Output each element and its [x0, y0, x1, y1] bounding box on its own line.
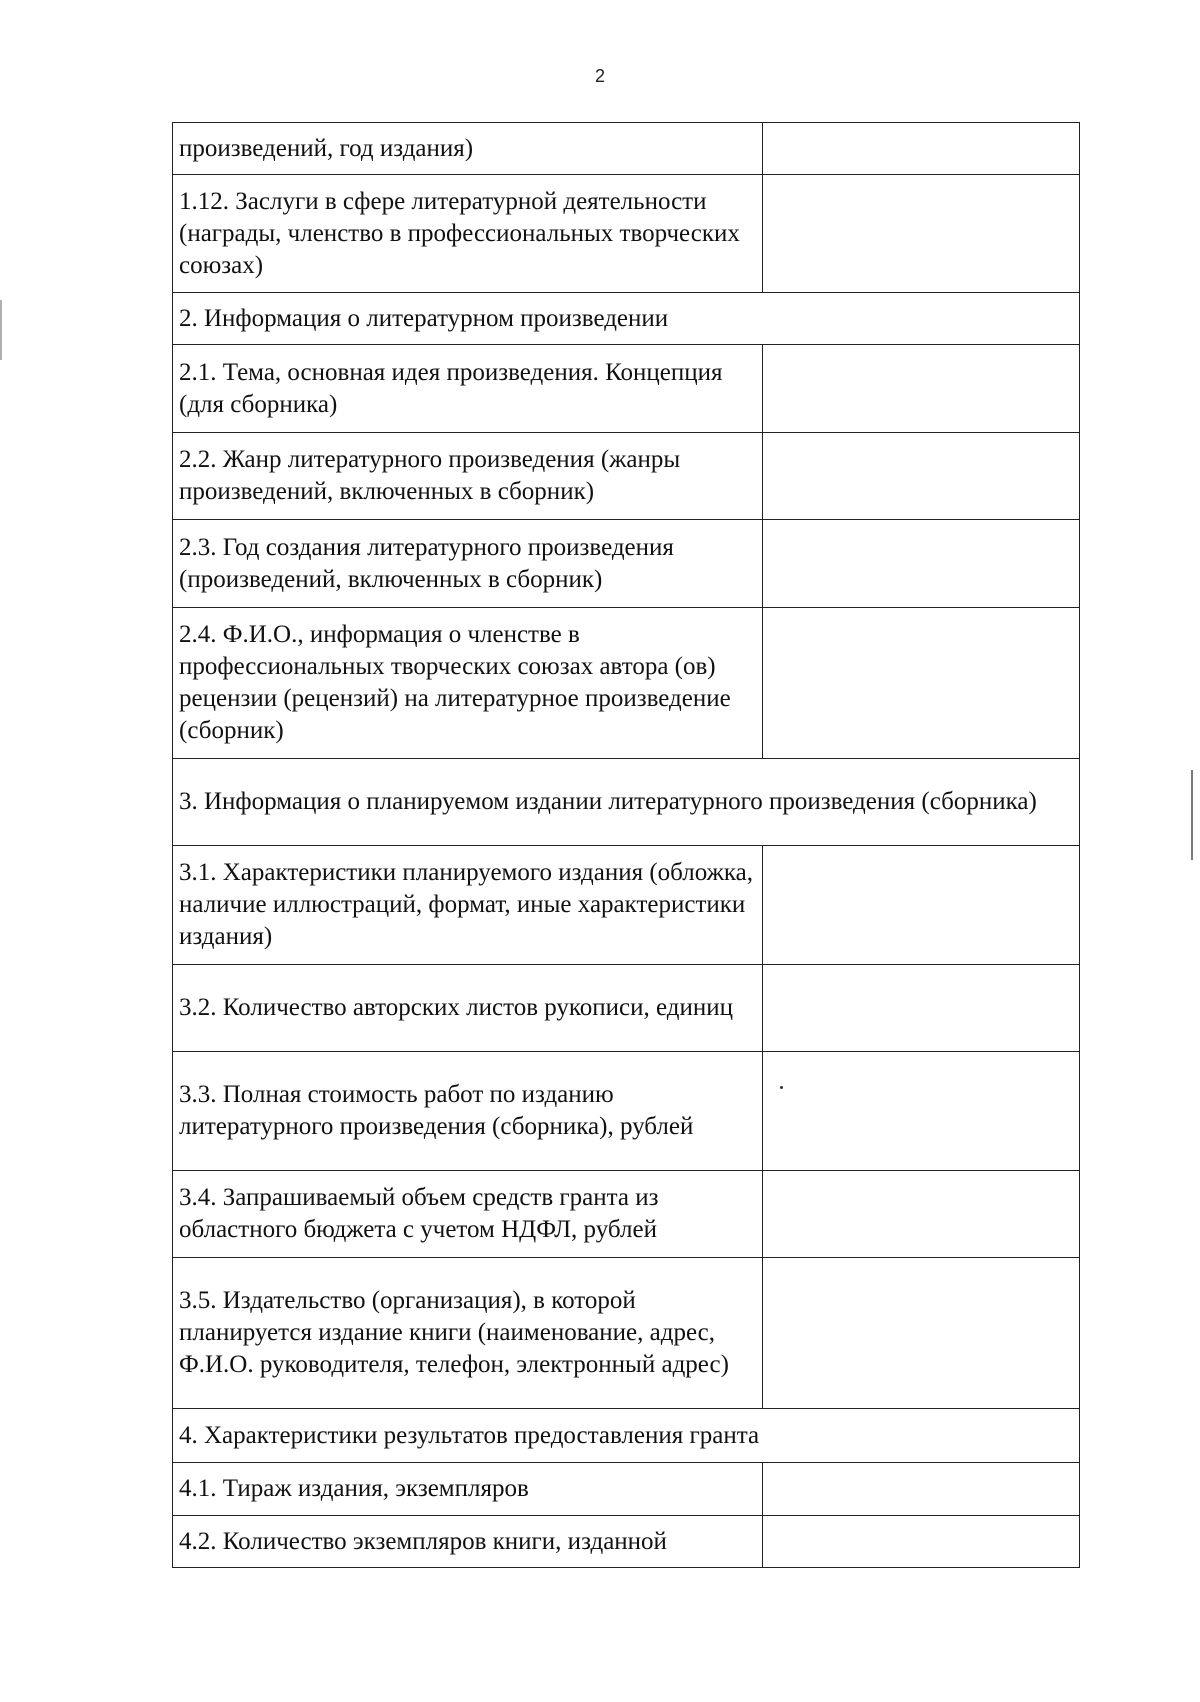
row-value-cell[interactable]: [763, 1258, 1080, 1409]
section-header-row: [173, 293, 1080, 345]
row-label: произведений, год издания): [173, 123, 763, 175]
row-label: 4.2. Количество экземпляров книги, изданной: [173, 1516, 763, 1568]
section-heading: 3. Информация о планируемом издании литературного произведения (сборника): [173, 759, 1080, 846]
table-row: [173, 1258, 1080, 1409]
row-value-cell[interactable]: [763, 1052, 1080, 1171]
row-label: 4.1. Тираж издания, экземпляров: [173, 1463, 763, 1516]
table-row: [173, 123, 1080, 175]
table-row: [173, 520, 1080, 608]
row-value-cell[interactable]: [763, 1463, 1080, 1516]
table-row: [173, 1516, 1080, 1568]
row-value-cell[interactable]: [763, 608, 1080, 759]
scan-speck: [780, 1086, 783, 1089]
table-row: [173, 1171, 1080, 1258]
row-label: 2.2. Жанр литературного произведения (жанры произведений, включенных в сборник): [173, 433, 763, 520]
application-form-table: [172, 122, 1080, 1568]
row-value-cell[interactable]: [763, 965, 1080, 1052]
row-label: 2.1. Тема, основная идея произведения. Концепция (для сборника): [173, 345, 763, 433]
table-row: [173, 1463, 1080, 1516]
table-row: [173, 608, 1080, 759]
row-value-cell[interactable]: [763, 1171, 1080, 1258]
section-heading: 4. Характеристики результатов предоставления гранта: [173, 1409, 1080, 1463]
row-label: 2.4. Ф.И.О., информация о членстве в профессиональных творческих союзах автора (ов) рецензии (рецензий) на литературное произведение (сборник): [173, 608, 763, 759]
row-value-cell[interactable]: [763, 846, 1080, 965]
section-header-row: [173, 1409, 1080, 1463]
row-value-cell[interactable]: [763, 433, 1080, 520]
row-label: 3.4. Запрашиваемый объем средств гранта из областного бюджета с учетом НДФЛ, рублей: [173, 1171, 763, 1258]
row-value-cell[interactable]: [763, 520, 1080, 608]
table-row: [173, 1052, 1080, 1171]
row-value-cell[interactable]: [763, 175, 1080, 293]
table-row: [173, 175, 1080, 293]
scan-edge-mark: [0, 300, 2, 360]
table-row: [173, 965, 1080, 1052]
table-row: [173, 345, 1080, 433]
row-label: 3.3. Полная стоимость работ по изданию литературного произведения (сборника), рублей: [173, 1052, 763, 1171]
table-row: [173, 846, 1080, 965]
row-label: 2.3. Год создания литературного произведения (произведений, включенных в сборник): [173, 520, 763, 608]
row-value-cell[interactable]: [763, 123, 1080, 175]
scan-edge-mark: [1191, 770, 1193, 860]
row-value-cell[interactable]: [763, 1516, 1080, 1568]
table-row: [173, 433, 1080, 520]
row-label: 3.1. Характеристики планируемого издания (обложка, наличие иллюстраций, формат, иные характеристики издания): [173, 846, 763, 965]
page-number: 2: [594, 66, 605, 86]
row-value-cell[interactable]: [763, 345, 1080, 433]
row-label: 3.2. Количество авторских листов рукописи, единиц: [173, 965, 763, 1052]
row-label: 1.12. Заслуги в сфере литературной деятельности (награды, членство в профессиональных творческих союзах): [173, 175, 763, 293]
row-label: 3.5. Издательство (организация), в которой планируется издание книги (наименование, адрес, Ф.И.О. руководителя, телефон, электронный адрес): [173, 1258, 763, 1409]
section-header-row: [173, 759, 1080, 846]
section-heading: 2. Информация о литературном произведении: [173, 293, 1080, 345]
